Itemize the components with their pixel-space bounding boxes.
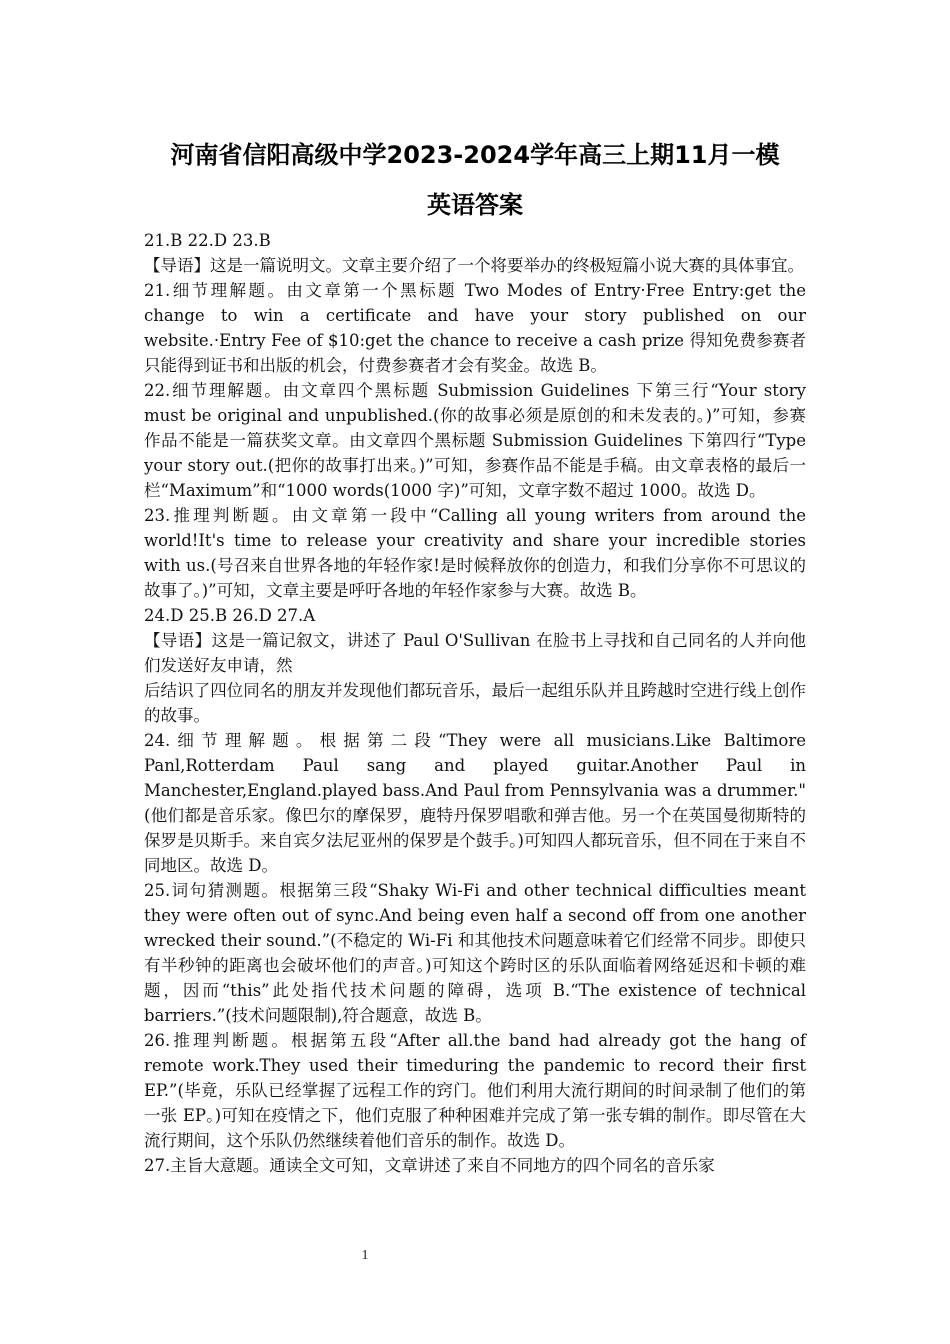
explanation-paragraph: 26.推理判断题。根据第五段“After all.the band had already got the hang of remote work.They used their timeduring the pandemic to record their first EP.”(毕竟，乐队已经掌握了远程工作的窍门。他们利用大流行期间的时间录制了他们的第一张 EP。)可知在疫情之下，他们克服了种种困难并完成了第一张专辑的制作。即尽管在大流行期间，这个乐队仍然继续着他们音乐的制作。故选 D。 — [144, 1031, 806, 1150]
explanation-paragraph: 24.细节理解题。根据第二段“They were all musicians.Like Baltimore Panl,Rotterdam Paul sang and played guitar.Another Paul in Manchester,England.played bass.And Paul from Pennsylvania was a drummer."(他们都是音乐家。像巴尔的摩保罗，鹿特丹保罗唱歌和弹吉他。另一个在英国曼彻斯特的保罗是贝斯手。来自宾夕法尼亚州的保罗是个鼓手。)可知四人都玩音乐，但不同在于来自不同地区。故选 D。 — [144, 731, 807, 875]
guide-paragraph-continued: 后结识了四位同名的朋友并发现他们都玩音乐，最后一起组乐队并且跨越时空进行线上创作的故事。 — [144, 681, 806, 725]
guide-paragraph: 【导语】这是一篇记叙文，讲述了 Paul O'Sullivan 在脸书上寻找和自己同名的人并向他们发送好友申请，然 — [144, 631, 806, 675]
document-title: 河南省信阳高级中学2023-2024学年高三上期11月一模 — [170, 141, 780, 169]
guide-paragraph: 【导语】这是一篇说明文。文章主要介绍了一个将要举办的终极短篇小说大赛的具体事宜。 — [144, 256, 804, 275]
explanation-paragraph: 23.推理判断题。由文章第一段中“Calling all young writers from around the world!It's time to release your creativity and share your incredible stories with us.(号召来自世界各地的年轻作家!是时候释放你的创造力，和我们分享你不可思议的故事了。)”可知，文章主要是呼吁各地的年轻作家参与大赛。故选 B。 — [144, 506, 806, 600]
document-subtitle: 英语答案 — [427, 191, 523, 219]
explanation-paragraph: 22.细节理解题。由文章四个黑标题 Submission Guidelines 下第三行“Your story must be original and unpublished.(你的故事必须是原创的和未发表的。)”可知，参赛作品不能是一篇获奖文章。由文章四个黑标题 Submission Guidelines 下第四行“Type your story out.(把你的故事打出来。)”可知，参赛作品不能是手稿。由文章表格的最后一栏“Maximum”和“1000 words(1000 字)”可知，文章字数不超过 1000。故选 D。 — [144, 381, 806, 500]
explanation-paragraph: 25.词句猜测题。根据第三段“Shaky Wi-Fi and other technical difficulties meant they were often out of sync.And being even half a second off from one another wrecked their sound.”(不稳定的 Wi-Fi 和其他技术问题意味着它们经常不同步。即使只有半秒钟的距离也会破坏他们的声音。)可知这个跨时区的乐队面临着网络延迟和卡顿的难题，因而“this”此处指代技术问题的障碍，选项 B.“The existence of technical barriers.”(技术问题限制),符合题意，故选 B。 — [144, 881, 806, 1025]
answer-body — [144, 228, 806, 1178]
answer-key-line: 24.D 25.B 26.D 27.A — [144, 606, 316, 625]
answer-key-line: 21.B 22.D 23.B — [144, 231, 271, 250]
explanation-paragraph: 21.细节理解题。由文章第一个黑标题 Two Modes of Entry·Free Entry:get the change to win a certificate and have your story published on our website.·Entry Fee of $10:get the chance to receive a cash prize 得知免费参赛者只能得到证书和出版的机会，付费参赛者才会有奖金。故选 B。 — [144, 281, 806, 375]
explanation-paragraph: 27.主旨大意题。通读全文可知，文章讲述了来自不同地方的四个同名的音乐家 — [144, 1156, 715, 1175]
page-number: 1 — [361, 1248, 369, 1263]
